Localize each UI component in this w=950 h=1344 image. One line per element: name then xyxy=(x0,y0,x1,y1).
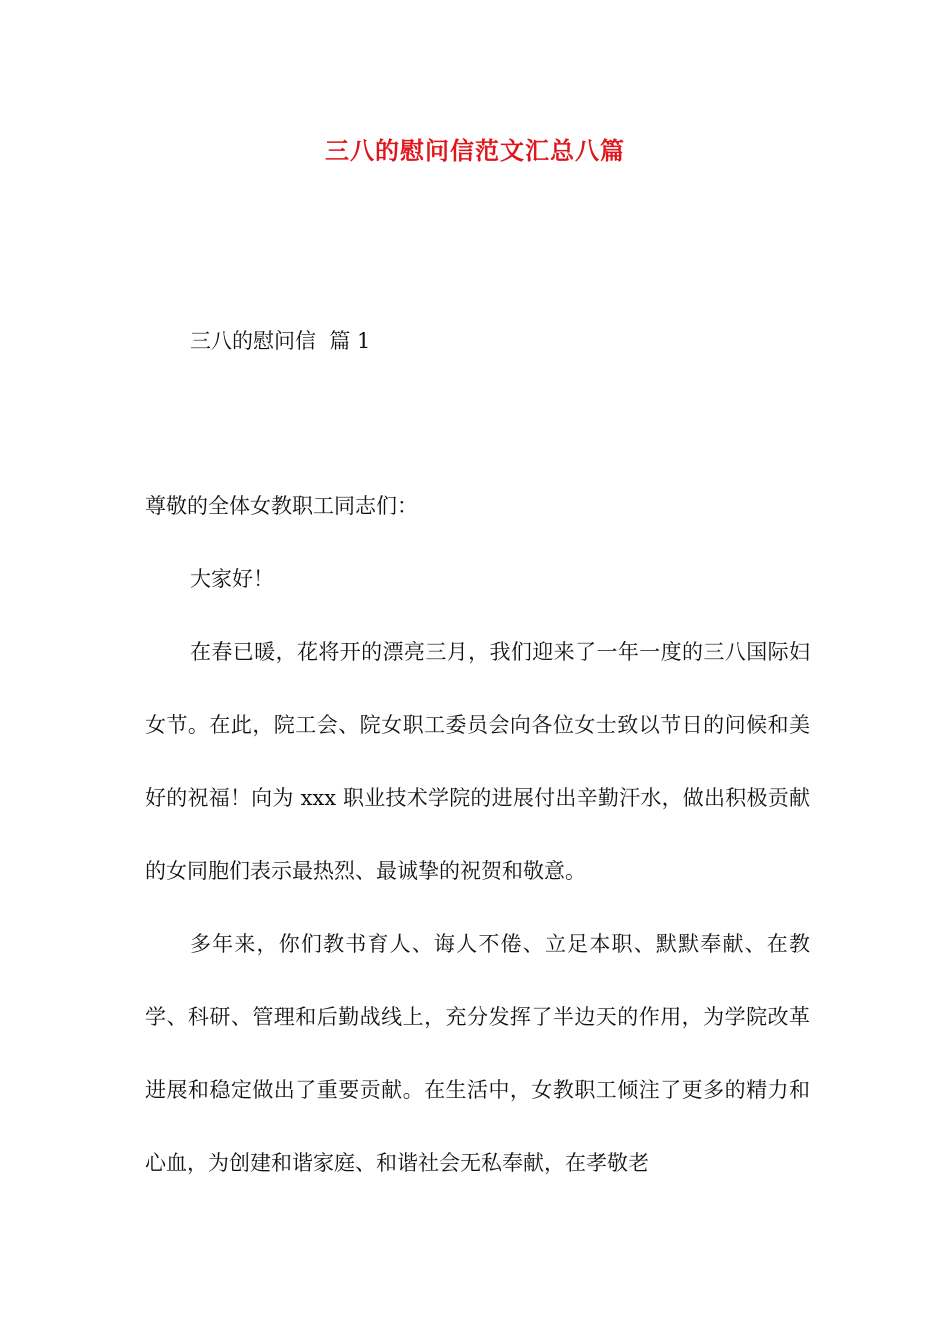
section-heading: 三八的慰问信 篇 1 xyxy=(190,329,371,353)
document-title: 三八的慰问信范文汇总八篇 xyxy=(325,136,625,165)
paragraph-1: 在春已暖，花将开的漂亮三月，我们迎来了一年一度的三八国际妇女节。在此，院工会、院女职工委员会向各位女士致以节日的问候和美好的祝福！向为 xxx 职业技术学院的进展付出辛勤汗水，做出积极贡献的女同胞们表示最热烈、最诚挚的祝贺和敬意。 xyxy=(145,640,810,883)
paragraph-2: 多年来，你们教书育人、诲人不倦、立足本职、默默奉献、在教学、科研、管理和后勤战线上，充分发挥了半边天的作用，为学院改革进展和稳定做出了重要贡献。在生活中，女教职工倾注了更多的精力和心血，为创建和谐家庭、和谐社会无私奉献，在孝敬老 xyxy=(145,932,810,1175)
greeting: 大家好！ xyxy=(190,567,274,591)
salutation: 尊敬的全体女教职工同志们： xyxy=(145,494,418,518)
